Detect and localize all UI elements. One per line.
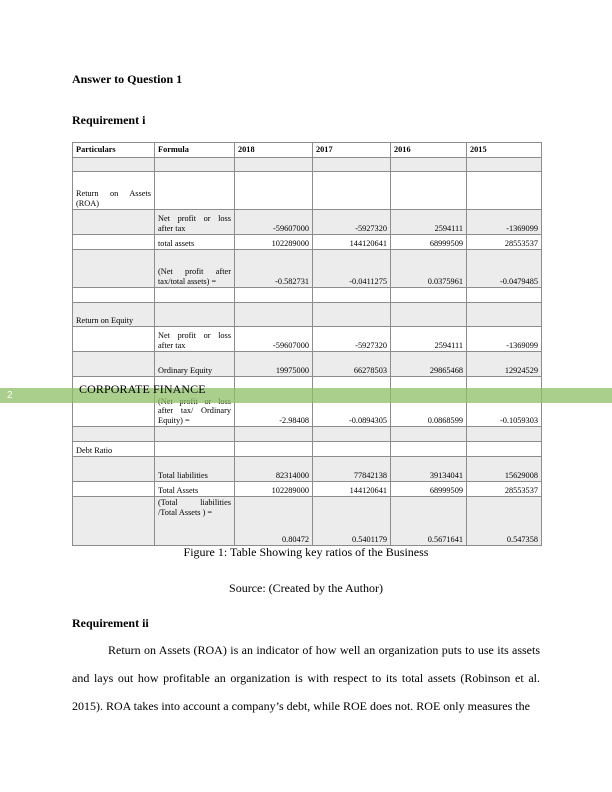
cell-2018 [235,288,313,303]
cell-formula: Total Assets [155,482,235,497]
page-number: 2 [7,390,13,401]
running-header-title: CORPORATE FINANCE [79,382,206,396]
cell-particulars: Return on Equity [73,303,155,327]
cell-2017: 77842138 [313,457,391,482]
table-row [73,327,542,352]
cell-2016: 29865468 [391,352,467,377]
table-row [73,303,542,327]
requirement-i-heading: Requirement i [72,113,146,127]
cell-2017 [313,303,391,327]
cell-particulars [73,482,155,497]
cell-formula: Net profit or loss after tax [155,210,235,235]
cell-formula: Total liabilities [155,457,235,482]
cell-2016 [391,303,467,327]
body-paragraph: Return on Assets (ROA) is an indicator of how well an organization puts to use its assets and lays out how profitable an organization is with respect to its total assets (Robinson et al. 2015). ROA takes into account a company’s debt, while ROE does not. ROE only measures the [72,643,540,713]
cell-2017 [313,172,391,210]
cell-particulars [73,210,155,235]
cell-2016: 68999509 [391,482,467,497]
table-row [73,457,542,482]
requirement-ii-heading: Requirement ii [72,616,149,630]
cell-particulars [73,497,155,546]
cell-particulars [73,250,155,288]
cell-2017: -0.0894305 [313,377,391,427]
cell-2015: -0.1059303 [467,377,542,427]
figure-source: Source: (Created by the Author) [229,581,383,595]
cell-2018: 82314000 [235,457,313,482]
cell-2016: 2594111 [391,327,467,352]
table-row [73,235,542,250]
cell-formula [155,172,235,210]
table-row [73,288,542,303]
cell-2015 [467,303,542,327]
cell-2015 [467,288,542,303]
cell-2015: 15629008 [467,457,542,482]
answer-heading: Answer to Question 1 [72,72,183,86]
cell-formula [155,427,235,442]
cell-2016 [391,442,467,457]
cell-2017: -0.0411275 [313,250,391,288]
cell-2017: 144120641 [313,482,391,497]
cell-2015: 12924529 [467,352,542,377]
cell-2018 [235,442,313,457]
cell-2018: 0.80472 [235,497,313,546]
cell-2017 [313,288,391,303]
cell-2017: -5927320 [313,327,391,352]
cell-2018: 102289000 [235,235,313,250]
cell-formula: Ordinary Equity [155,352,235,377]
cell-particulars [73,235,155,250]
table-row [73,427,542,442]
cell-2017: -5927320 [313,210,391,235]
cell-2015: -1369099 [467,327,542,352]
cell-formula: (Total liabilities /Total Assets ) = [155,497,235,546]
cell-particulars: Return on Assets (ROA) [73,172,155,210]
cell-2018: 102289000 [235,482,313,497]
cell-2015: -1369099 [467,210,542,235]
table-row [73,497,542,546]
cell-particulars [73,327,155,352]
cell-2016: 68999509 [391,235,467,250]
cell-2016 [391,172,467,210]
cell-particulars [73,158,155,172]
cell-2018: -59607000 [235,327,313,352]
cell-2015: 0.547358 [467,497,542,546]
cell-formula [155,442,235,457]
cell-2015 [467,172,542,210]
cell-particulars [73,288,155,303]
header-2018: 2018 [235,143,313,158]
cell-2017: 144120641 [313,235,391,250]
cell-2018 [235,158,313,172]
cell-2018: 19975000 [235,352,313,377]
cell-2018: -0.582731 [235,250,313,288]
cell-2016 [391,158,467,172]
cell-2018: -59607000 [235,210,313,235]
cell-2018 [235,303,313,327]
cell-2015 [467,158,542,172]
cell-2018: -2.98408 [235,377,313,427]
cell-2016: 2594111 [391,210,467,235]
table-row [73,250,542,288]
cell-formula: Net profit or loss after tax [155,327,235,352]
cell-particulars [73,457,155,482]
cell-particulars [73,427,155,442]
figure-caption: Figure 1: Table Showing key ratios of the Business [183,545,429,559]
cell-formula: (Net profit after tax/total assets) = [155,250,235,288]
cell-particulars [73,352,155,377]
table-row [73,352,542,377]
table-row [73,442,542,457]
table-row [73,210,542,235]
cell-2015: 28553537 [467,235,542,250]
table-row [73,482,542,497]
cell-2017: 0.5401179 [313,497,391,546]
header-2016: 2016 [391,143,467,158]
cell-formula: total assets [155,235,235,250]
table-row [73,158,542,172]
cell-2017 [313,427,391,442]
header-2017: 2017 [313,143,391,158]
cell-2015: -0.0479485 [467,250,542,288]
cell-formula [155,303,235,327]
cell-2018 [235,427,313,442]
header-particulars: Particulars [73,143,155,158]
cell-2015 [467,427,542,442]
cell-2015: 28553537 [467,482,542,497]
cell-2017 [313,442,391,457]
header-2015: 2015 [467,143,542,158]
cell-2018 [235,172,313,210]
cell-2016: 39134041 [391,457,467,482]
cell-2016: 0.5671641 [391,497,467,546]
ratios-table [72,142,542,546]
table-header-row [73,143,542,158]
header-formula: Formula [155,143,235,158]
cell-2016: 0.0868599 [391,377,467,427]
cell-formula [155,158,235,172]
cell-formula: after tax/ Ordinary Equity) = [155,377,235,427]
table-row [73,172,542,210]
cell-2016 [391,427,467,442]
cell-2016: 0.0375961 [391,250,467,288]
cell-2016 [391,288,467,303]
cell-formula [155,288,235,303]
cell-2017 [313,158,391,172]
cell-2015 [467,442,542,457]
cell-particulars: Debt Ratio [73,442,155,457]
cell-2017: 66278503 [313,352,391,377]
